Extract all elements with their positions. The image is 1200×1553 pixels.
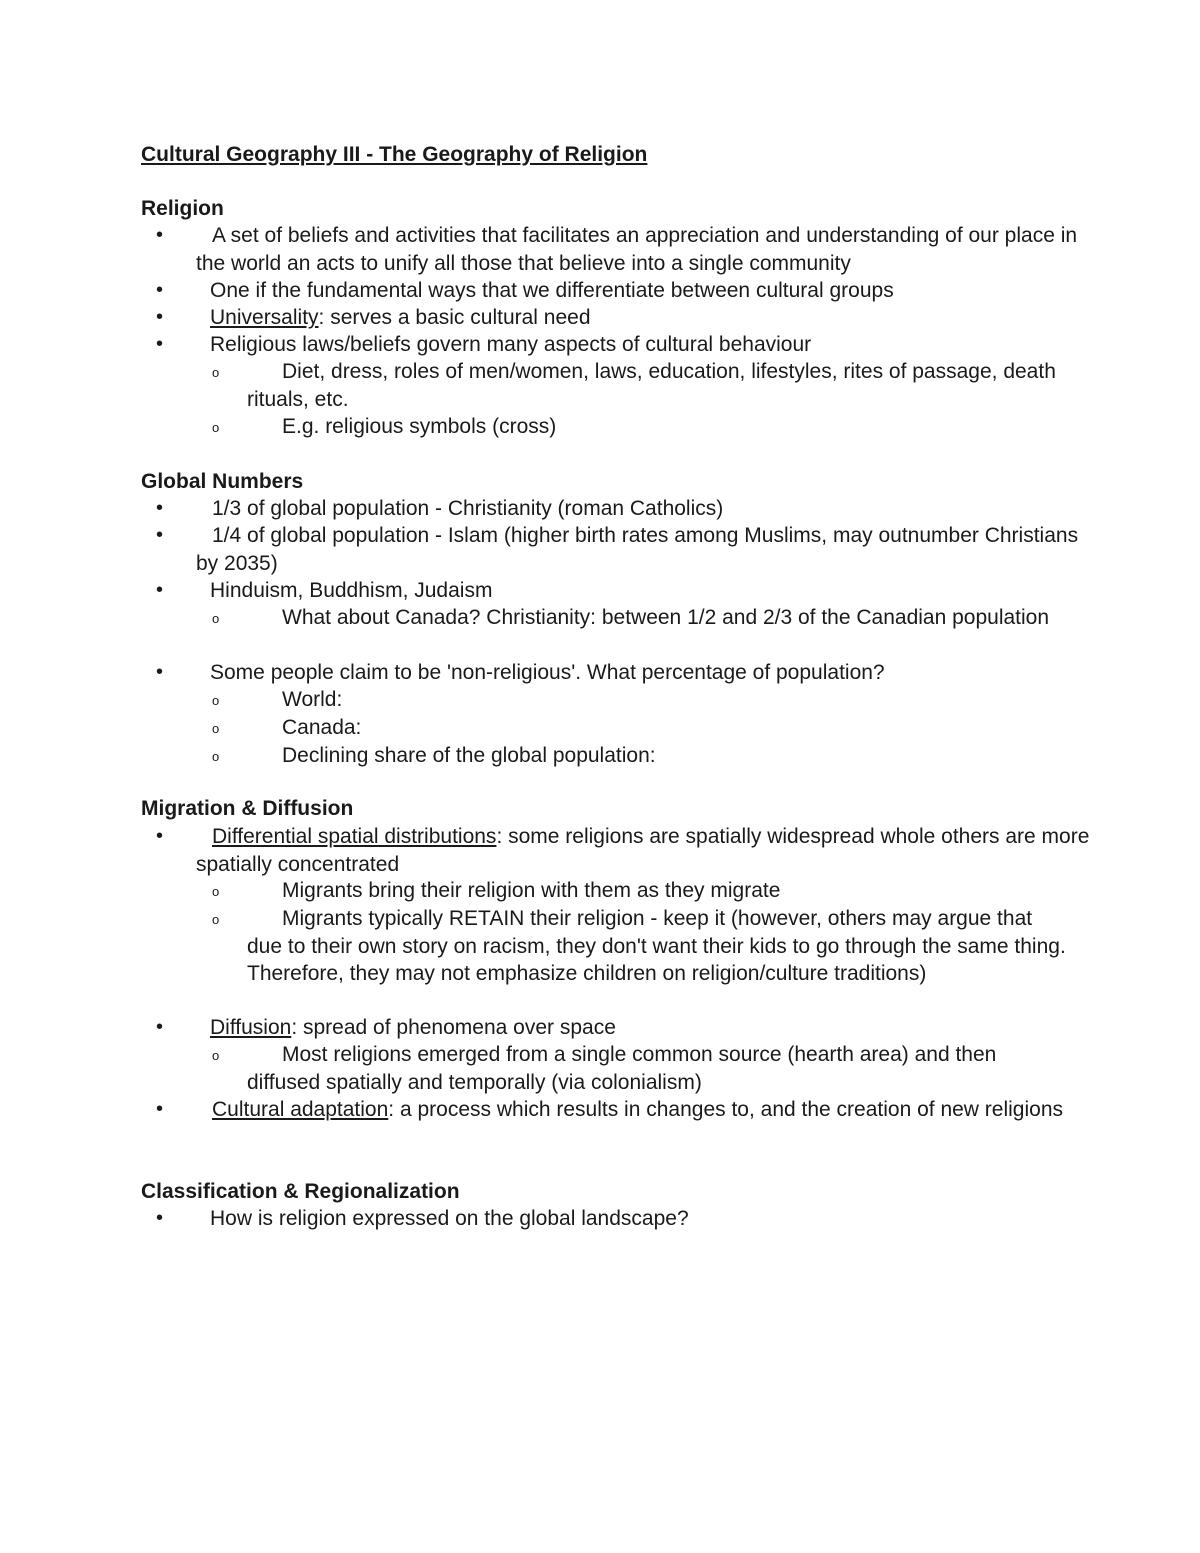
sub-list-item [212, 1041, 1067, 1096]
bullet-icon: • [156, 1016, 164, 1038]
list-item [156, 577, 1096, 605]
list-item-text: A set of beliefs and activities that facilitates an appreciation and understanding of our place in the world an acts to unify all those that believe into a single community [196, 224, 1078, 275]
list-item-text: World: [282, 688, 343, 711]
list-item-text: Migrants bring their religion with them as they migrate [282, 879, 781, 902]
bullet-icon: • [156, 524, 164, 546]
list-item-text: One if the fundamental ways that we differentiate between cultural groups [210, 279, 894, 302]
term-cultural-adaptation: Cultural adaptation [212, 1098, 389, 1121]
list-item [156, 304, 1096, 332]
bullet-icon: • [156, 579, 164, 601]
list-item [156, 1205, 1096, 1233]
list-item-text: What about Canada? Christianity: between 1/2 and 2/3 of the Canadian population [282, 606, 1050, 629]
circle-bullet-icon: o [212, 749, 220, 764]
list-item-text: Canada: [282, 716, 362, 739]
list-item-text: Hinduism, Buddhism, Judaism [210, 579, 493, 602]
list-item [156, 495, 1096, 523]
circle-bullet-icon: o [212, 1048, 220, 1063]
bullet-icon: • [156, 279, 164, 301]
list-item-text: 1/4 of global population - Islam (higher birth rates among Muslims, may outnumber Christians by 2035) [196, 524, 1079, 575]
list-item-text: : serves a basic cultural need [318, 306, 591, 329]
section-heading: Migration & Diffusion [141, 797, 354, 820]
bullet-icon: • [156, 825, 164, 847]
sub-list-item [212, 714, 1067, 742]
circle-bullet-icon: o [212, 420, 220, 435]
term-diffusion: Diffusion [210, 1016, 292, 1039]
list-item-text: Most religions emerged from a single common source (hearth area) and then diffused spatially and temporally (via colonialism) [247, 1043, 997, 1094]
list-item-text: Migrants typically RETAIN their religion - keep it (however, others may argue that due to their own story on racism, they don't want their kids to go through the same thing. Therefore, they may not emphasize children on religion/culture traditions) [247, 907, 1066, 985]
bullet-icon: • [156, 1207, 164, 1229]
list-item-text: 1/3 of global population - Christianity (roman Catholics) [212, 497, 724, 520]
section-heading: Classification & Regionalization [141, 1180, 460, 1203]
section-heading: Global Numbers [141, 470, 304, 493]
circle-bullet-icon: o [212, 365, 220, 380]
list-item [156, 277, 1096, 305]
term-differential-spatial-distributions: Differential spatial distributions [212, 825, 497, 848]
document-title: Cultural Geography III - The Geography of Religion [141, 143, 648, 166]
circle-bullet-icon: o [212, 693, 220, 708]
bullet-icon: • [156, 1098, 164, 1120]
list-item [156, 522, 1096, 577]
circle-bullet-icon: o [212, 912, 220, 927]
bullet-icon: • [156, 333, 164, 355]
circle-bullet-icon: o [212, 721, 220, 736]
list-item-text: : some religions are spatially widespread whole others are more spatially concentrated [196, 825, 1090, 876]
list-item-text: : a process which results in changes to, and the creation of new religions [388, 1098, 1064, 1121]
bullet-icon: • [156, 661, 164, 683]
list-item-text: Some people claim to be 'non-religious'. What percentage of population? [210, 661, 885, 684]
list-item [156, 1014, 1096, 1042]
list-item-text: Religious laws/beliefs govern many aspects of cultural behaviour [210, 333, 812, 356]
bullet-icon: • [156, 224, 164, 246]
sub-list-item [212, 742, 1067, 770]
list-item [156, 1096, 1096, 1124]
list-item [156, 331, 1096, 359]
bullet-icon: • [156, 497, 164, 519]
circle-bullet-icon: o [212, 611, 220, 626]
list-item-text: Declining share of the global population: [282, 744, 656, 767]
circle-bullet-icon: o [212, 884, 220, 899]
bullet-icon: • [156, 306, 164, 328]
list-item-text: E.g. religious symbols (cross) [282, 415, 557, 438]
list-item [156, 823, 1096, 878]
sub-list-item [212, 413, 1067, 441]
list-item [156, 222, 1096, 277]
list-item-text: : spread of phenomena over space [291, 1016, 616, 1039]
sub-list-item [212, 686, 1067, 714]
sub-list-item [212, 604, 1067, 632]
term-universality: Universality [210, 306, 319, 329]
list-item [156, 659, 1096, 687]
section-heading: Religion [141, 197, 224, 220]
list-item-text: How is religion expressed on the global landscape? [210, 1207, 689, 1230]
sub-list-item [212, 877, 1067, 905]
list-item-text: Diet, dress, roles of men/women, laws, education, lifestyles, rites of passage, death rituals, etc. [247, 360, 1056, 411]
sub-list-item [212, 905, 1067, 988]
sub-list-item [212, 358, 1067, 413]
